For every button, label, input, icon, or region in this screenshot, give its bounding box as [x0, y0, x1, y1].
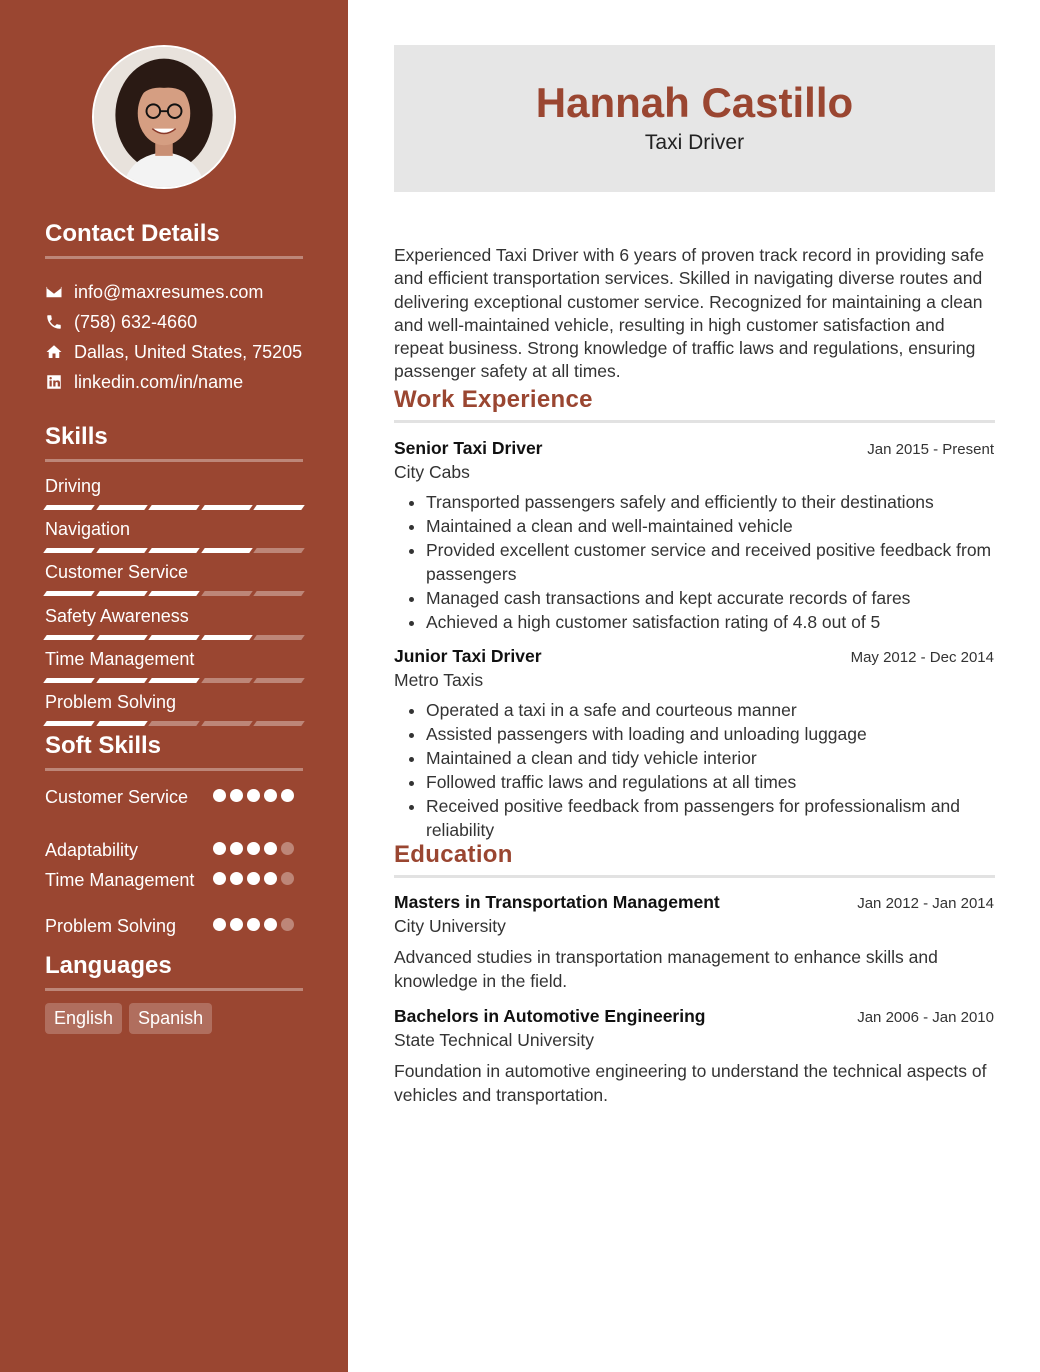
skill-level-segment [148, 635, 199, 640]
skill-level-segment [254, 678, 305, 683]
contact-heading: Contact Details [45, 220, 303, 259]
language-tag: Spanish [129, 1003, 212, 1034]
contact-email-text: info@maxresumes.com [74, 281, 264, 302]
rating-dot [264, 872, 277, 885]
school-name: State Technical University [394, 1030, 595, 1050]
job-date: Jan 2015 - Present [867, 441, 994, 458]
skill-item [45, 604, 303, 647]
skill-item [45, 474, 303, 517]
rating-dot [281, 842, 294, 855]
skills-list [45, 474, 303, 733]
skill-level-segment [43, 505, 94, 510]
rating-dot [247, 872, 260, 885]
candidate-role: Taxi Driver [644, 131, 745, 154]
job-title: Senior Taxi Driver [394, 438, 543, 458]
contact-email[interactable] [45, 277, 335, 307]
skill-level-segment [148, 721, 199, 726]
skill-level-segment [201, 721, 252, 726]
skill-name: Navigation [45, 519, 131, 540]
skill-level-bar [45, 505, 303, 510]
skill-level-segment [201, 635, 252, 640]
job-date: May 2012 - Dec 2014 [850, 649, 994, 666]
soft-skill-item [45, 839, 303, 869]
skill-level-segment [96, 548, 147, 553]
skill-name: Customer Service [45, 562, 189, 583]
skill-level-segment [96, 505, 147, 510]
rating-dot [230, 842, 243, 855]
rating-dot [230, 872, 243, 885]
phone-icon [45, 313, 63, 331]
rating-dot [264, 789, 277, 802]
linkedin-icon [45, 373, 63, 391]
degree-date: Jan 2012 - Jan 2014 [857, 895, 994, 912]
skill-level-segment [201, 505, 252, 510]
skill-name: Safety Awareness [45, 605, 189, 626]
soft-skill-name: Adaptability [45, 840, 139, 860]
job-bullet: • Followed traffic laws and regulations at all times [426, 771, 994, 795]
skill-level-segment [43, 635, 94, 640]
education-heading: Education [394, 841, 995, 878]
skill-level-segment [43, 591, 94, 596]
profile-photo [92, 45, 236, 189]
skill-level-segment [254, 591, 305, 596]
summary-paragraph: Experienced Taxi Driver with 6 years of proven track record in providing safe and efficient transportation services. Skilled in navigating diverse routes and delivering exceptional customer service. Recognized for maintaining a clean and well-maintained vehicle, resulting in high customer satisfaction and repeat business. Strong knowledge of traffic laws and regulations, ensuring passenger safety at all times. [394, 245, 985, 382]
job-bullets [394, 491, 994, 634]
job-bullet: • Maintained a clean and tidy vehicle interior [426, 747, 994, 771]
job-bullet: • Assisted passengers with loading and unloading luggage [426, 723, 994, 747]
soft-skill-rating [213, 915, 303, 945]
avatar [94, 47, 234, 187]
skill-level-segment [43, 548, 94, 553]
job-company: Metro Taxis [394, 670, 484, 690]
soft-skill-name: Problem Solving [45, 916, 177, 936]
degree-description: Advanced studies in transportation management to enhance skills and knowledge in the field. [394, 947, 938, 991]
degree-date: Jan 2006 - Jan 2010 [857, 1009, 994, 1026]
rating-dot [213, 918, 226, 931]
skill-level-segment [43, 721, 94, 726]
home-icon [45, 343, 63, 361]
skill-level-segment [148, 548, 199, 553]
school-name: City University [394, 916, 506, 936]
job-bullet: • Achieved a high customer satisfaction rating of 4.8 out of 5 [426, 611, 994, 635]
skill-level-bar [45, 548, 303, 553]
skill-level-segment [254, 721, 305, 726]
candidate-name: Hannah Castillo [535, 79, 854, 126]
skill-item [45, 560, 303, 603]
skill-item [45, 517, 303, 560]
soft-skill-item [45, 915, 303, 945]
skill-level-segment [148, 678, 199, 683]
skill-level-bar [45, 591, 303, 596]
work-experience-heading: Work Experience [394, 386, 995, 423]
skill-level-segment [96, 678, 147, 683]
rating-dot [213, 842, 226, 855]
skill-level-segment [148, 505, 199, 510]
job-entry [394, 646, 994, 843]
skill-level-segment [43, 678, 94, 683]
contact-list [45, 277, 335, 397]
contact-address-text: Dallas, United States, 75205 [74, 341, 303, 362]
soft-skill-rating [213, 786, 303, 839]
rating-dot [247, 842, 260, 855]
degree-title: Bachelors in Automotive Engineering [394, 1006, 706, 1026]
job-bullet: • Maintained a clean and well-maintained vehicle [426, 515, 994, 539]
job-entry [394, 438, 994, 635]
contact-address [45, 337, 335, 367]
rating-dot [213, 872, 226, 885]
soft-skill-name: Time Management [45, 870, 195, 890]
job-bullet: • Managed cash transactions and kept accurate records of fares [426, 587, 994, 611]
education-entry [394, 1006, 994, 1107]
soft-skill-name: Customer Service [45, 787, 189, 807]
soft-skill-item [45, 869, 303, 915]
languages-heading: Languages [45, 952, 303, 991]
rating-dot [281, 872, 294, 885]
skill-level-segment [254, 548, 305, 553]
skills-heading: Skills [45, 423, 303, 462]
skill-level-segment [201, 591, 252, 596]
rating-dot [264, 918, 277, 931]
skill-level-segment [201, 678, 252, 683]
contact-linkedin[interactable] [45, 367, 335, 397]
contact-linkedin-text: linkedin.com/in/name [74, 371, 244, 392]
envelope-icon [45, 283, 63, 301]
skill-level-bar [45, 635, 303, 640]
skill-level-segment [96, 591, 147, 596]
name-header [394, 45, 995, 192]
contact-phone-text: (758) 632-4660 [74, 311, 198, 332]
job-bullet: • Transported passengers safely and efficiently to their destinations [426, 491, 994, 515]
skill-item [45, 647, 303, 690]
skill-level-segment [148, 591, 199, 596]
rating-dot [264, 842, 277, 855]
rating-dot [247, 918, 260, 931]
skill-level-bar [45, 678, 303, 683]
skill-level-segment [96, 721, 147, 726]
soft-skill-rating [213, 839, 303, 869]
soft-skills-heading: Soft Skills [45, 732, 303, 771]
rating-dot [213, 789, 226, 802]
skill-level-segment [201, 548, 252, 553]
contact-phone[interactable] [45, 307, 335, 337]
soft-skills-list [45, 786, 303, 945]
rating-dot [247, 789, 260, 802]
skill-name: Time Management [45, 648, 195, 669]
soft-skill-rating [213, 869, 303, 915]
job-bullets [394, 699, 994, 842]
job-bullet: • Operated a taxi in a safe and courteous manner [426, 699, 994, 723]
rating-dot [281, 789, 294, 802]
skill-level-bar [45, 721, 303, 726]
rating-dot [281, 918, 294, 931]
sidebar [0, 0, 348, 1372]
education-entry [394, 892, 994, 993]
languages-list [45, 1003, 212, 1034]
skill-level-segment [254, 505, 305, 510]
language-tag: English [45, 1003, 122, 1034]
job-bullet: • Received positive feedback from passengers for professionalism and reliability [426, 795, 994, 842]
skill-level-segment [96, 635, 147, 640]
rating-dot [230, 789, 243, 802]
job-title: Junior Taxi Driver [394, 646, 542, 666]
skill-item [45, 690, 303, 733]
skill-name: Problem Solving [45, 691, 177, 712]
skill-name: Driving [45, 476, 102, 496]
degree-description: Foundation in automotive engineering to understand the technical aspects of vehicles and transportation. [394, 1061, 987, 1105]
job-bullet: • Provided excellent customer service and received positive feedback from passengers [426, 539, 994, 586]
rating-dot [230, 918, 243, 931]
soft-skill-item [45, 786, 303, 839]
degree-title: Masters in Transportation Management [394, 892, 720, 912]
skill-level-segment [254, 635, 305, 640]
job-company: City Cabs [394, 462, 470, 482]
